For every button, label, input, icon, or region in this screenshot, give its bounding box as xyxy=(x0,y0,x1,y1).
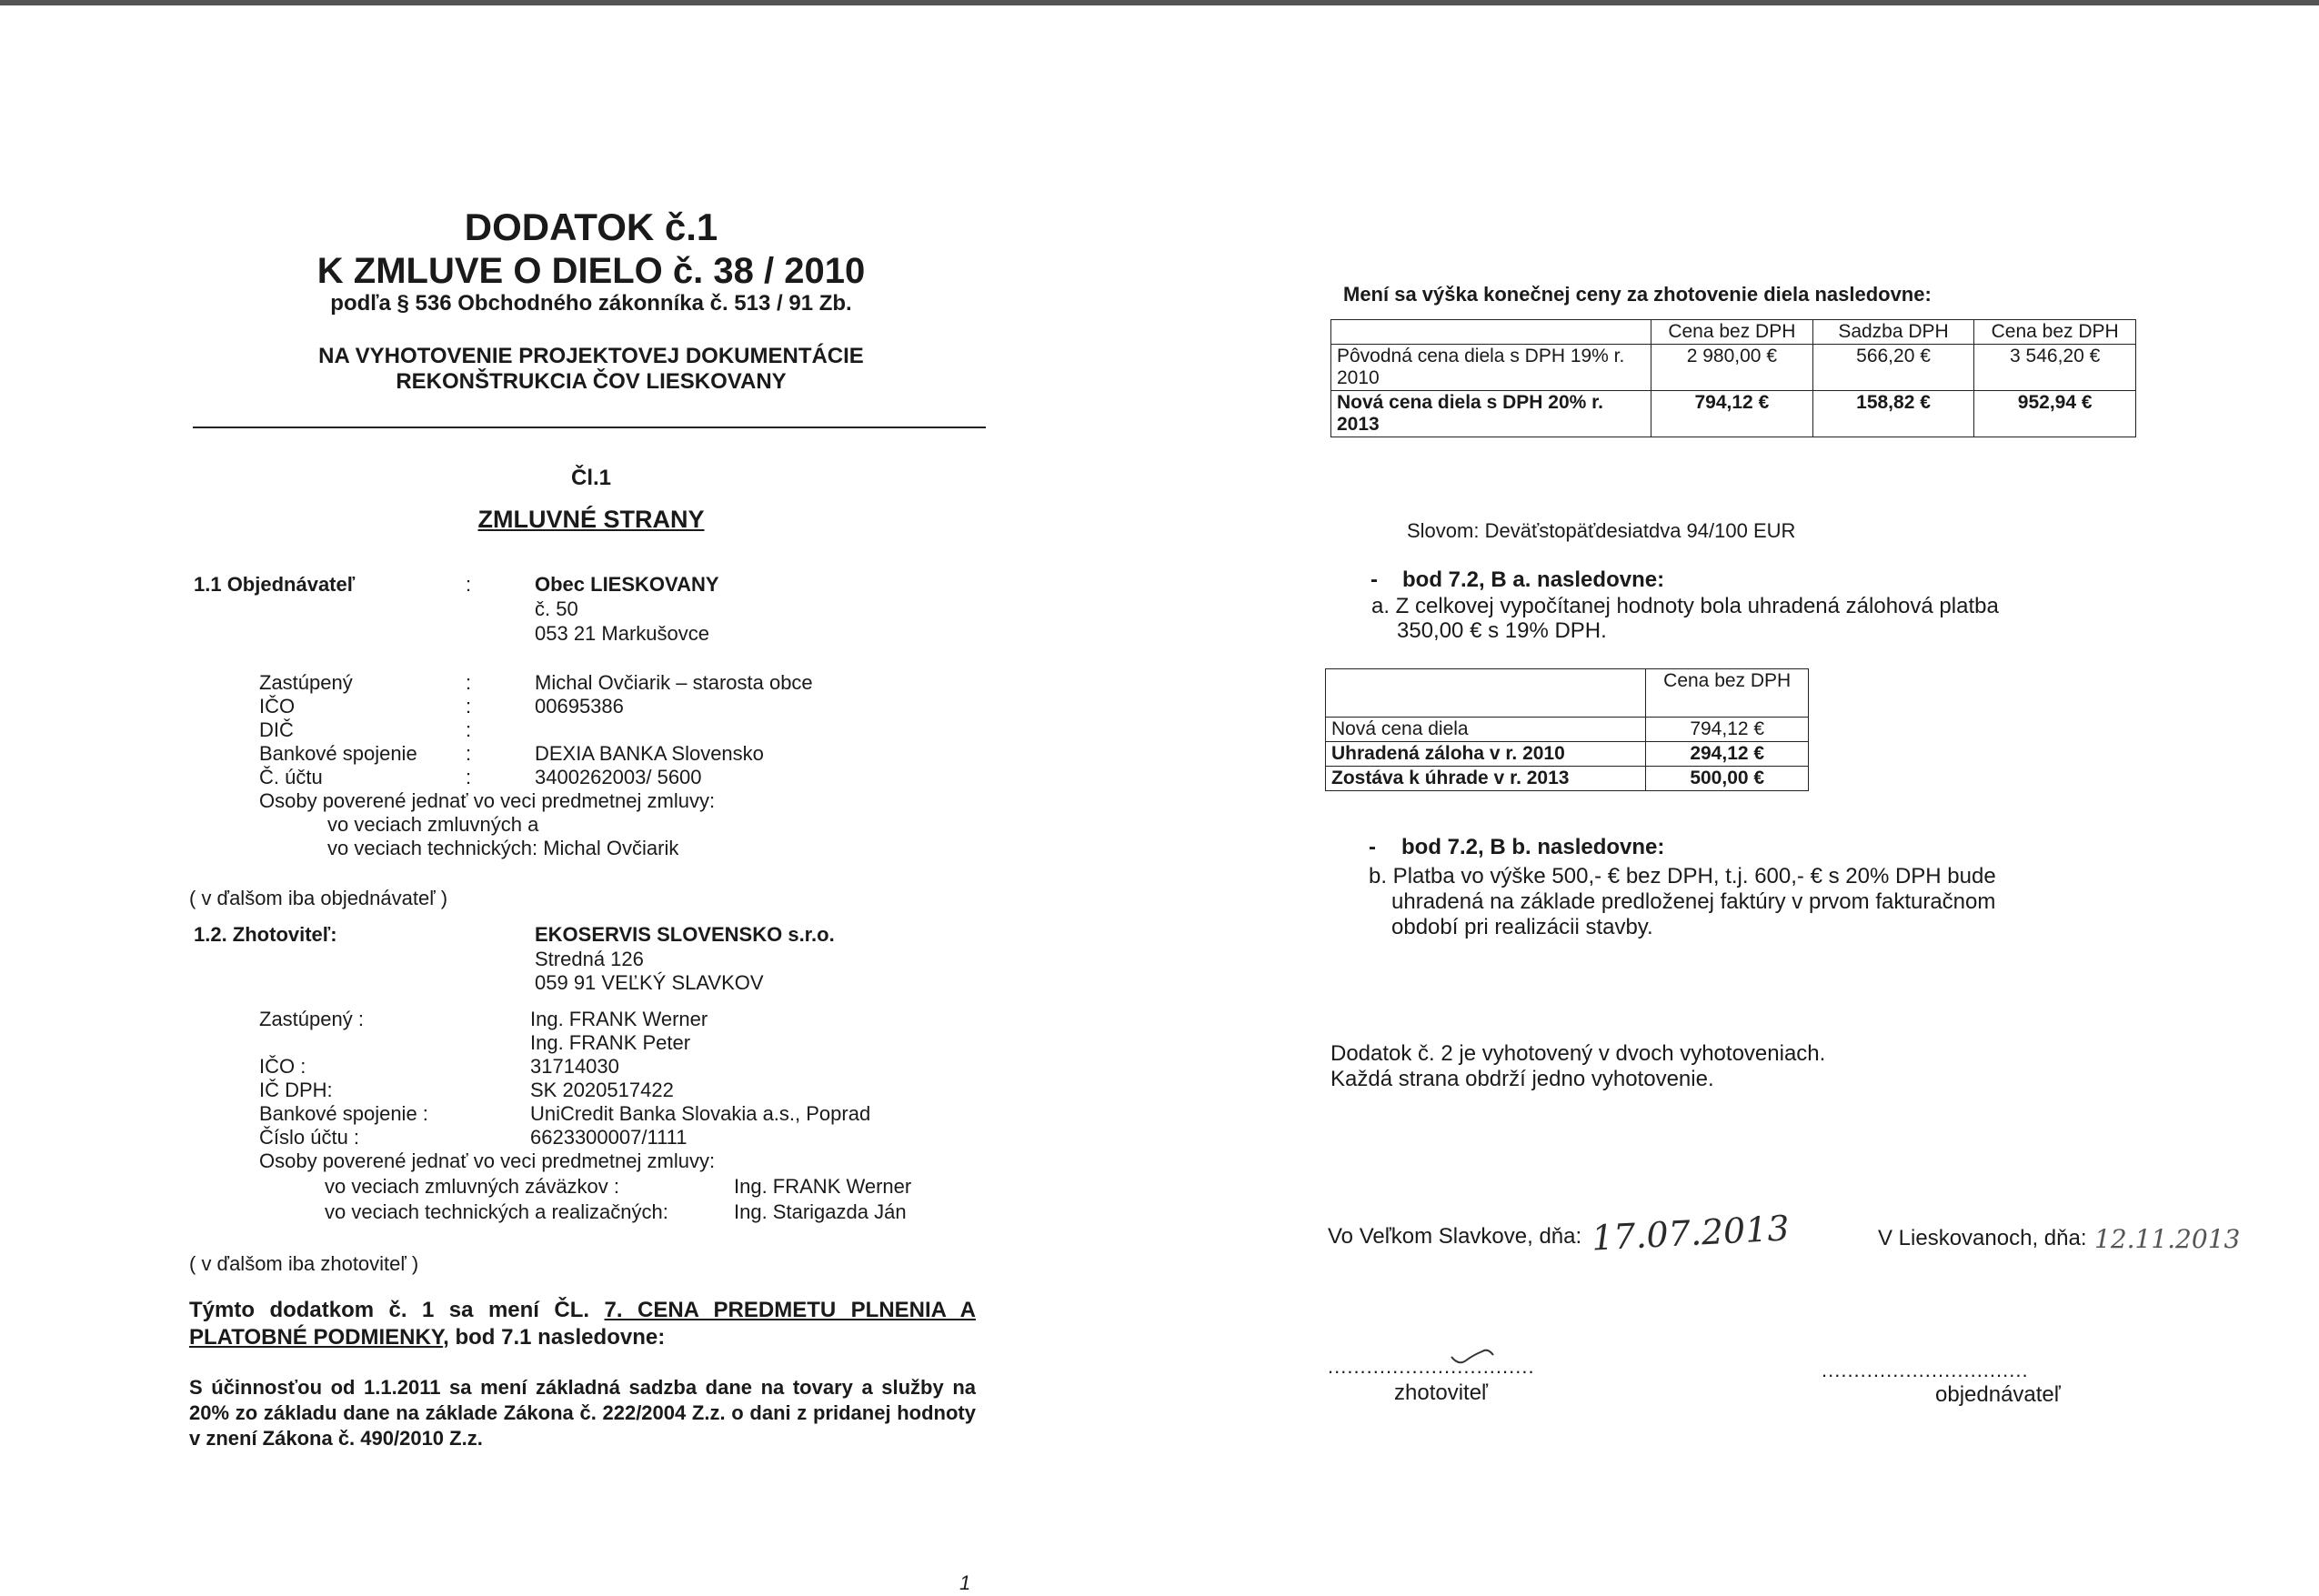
vat-paragraph: S účinnosťou od 1.1.2011 sa mení základná sadzba dane na tovary a služby na 20% zo základu dane na základe Zákona č. 222/2004 Z.z. o dani z pridanej hodnoty v znení Zákona č. 490/2010 Z.z. xyxy=(189,1376,976,1450)
price-table-value: 158,82 € xyxy=(1812,391,1974,437)
price-table-row-label: Pôvodná cena diela s DPH 19% r. 2010 xyxy=(1331,345,1651,391)
client-persons-label: Osoby poverené jednať vo veci predmetnej zmluvy: xyxy=(259,789,716,812)
change-intro-prefix: Týmto dodatkom č. 1 sa mení ČL. xyxy=(189,1298,605,1322)
client-row-label: Zastúpený xyxy=(259,671,353,694)
advance-table-value: 794,12 € xyxy=(1646,718,1809,742)
contractor-row-value: Ing. FRANK Werner xyxy=(530,1008,708,1030)
client-row-label: Č. účtu xyxy=(259,766,323,788)
document-subtitle: K ZMLUVE O DIELO č. 38 / 2010 xyxy=(316,251,866,291)
client-row-label: Bankové spojenie xyxy=(259,742,417,765)
client-row-value: Michal Ovčiarik – starosta obce xyxy=(535,671,813,694)
client-row-value: 3400262003/ 5600 xyxy=(535,766,702,788)
contractor-person-name: Ing. Starigazda Ján xyxy=(734,1200,907,1223)
client-row-label: IČO xyxy=(259,695,296,718)
client-row-colon: : xyxy=(466,671,472,694)
client-persons-line-2: vo veciach technických: Michal Ovčiarik xyxy=(327,837,679,859)
advance-table-label: Nová cena diela xyxy=(1326,718,1646,742)
advance-table-corner xyxy=(1326,669,1646,718)
price-table-row xyxy=(1331,345,2136,391)
bod-b-line-1: b. Platba vo výške 500,- € bez DPH, t.j. 600,- € s 20% DPH bude xyxy=(1369,864,1996,888)
client-row-colon: : xyxy=(466,766,472,788)
bod-a-text-line-1: a. Z celkovej vypočítanej hodnoty bola uhradená zálohová platba xyxy=(1371,594,1999,618)
header-divider xyxy=(193,427,986,428)
contractor-row-label: IČO : xyxy=(259,1055,306,1078)
price-table-header-cell xyxy=(1331,320,1651,345)
price-table-row-label: Nová cena diela s DPH 20% r. 2013 xyxy=(1331,391,1651,437)
advance-table-label: Zostáva k úhrade v r. 2013 xyxy=(1326,767,1646,791)
contractor-name: EKOSERVIS SLOVENSKO s.r.o. xyxy=(535,923,835,946)
copies-line-1: Dodatok č. 2 je vyhotovený v dvoch vyhotoveniach. xyxy=(1330,1041,1826,1066)
page-number: 1 xyxy=(959,1571,971,1594)
client-row-colon: : xyxy=(466,718,472,741)
client-footnote: ( v ďalšom iba objednávateľ ) xyxy=(189,887,448,909)
client-section-label: 1.1 Objednávateľ xyxy=(194,573,356,596)
date-contractor: 17.07.2013 xyxy=(1590,1208,1791,1259)
client-row-label: DIČ xyxy=(259,718,294,741)
contractor-person-name: Ing. FRANK Werner xyxy=(734,1175,912,1198)
contractor-section-label: 1.2. Zhotoviteľ: xyxy=(194,923,337,946)
price-table-row xyxy=(1331,391,2136,437)
advance-table-row xyxy=(1326,742,1809,767)
place-contractor: Vo Veľkom Slavkove, dňa: xyxy=(1328,1224,1582,1249)
advance-table-row xyxy=(1326,767,1809,791)
signature-label-client: objednávateľ xyxy=(1935,1382,2061,1407)
contractor-row-value: Ing. FRANK Peter xyxy=(530,1031,691,1054)
signature-label-contractor: zhotoviteľ xyxy=(1394,1380,1489,1405)
signature-mark xyxy=(1446,1344,1519,1371)
price-table-header-cell: Sadzba DPH xyxy=(1812,320,1974,345)
purpose-line-1: NA VYHOTOVENIE PROJEKTOVEJ DOKUMENTÁCIE xyxy=(318,344,864,368)
advance-table-header: Cena bez DPH xyxy=(1646,669,1809,718)
contractor-address-2: 059 91 VEĽKÝ SLAVKOV xyxy=(535,971,764,994)
document-title: DODATOK č.1 xyxy=(464,206,718,248)
price-table-value: 952,94 € xyxy=(1974,391,2136,437)
change-intro-article: 7. CENA PREDMETU PLNENIA A PLATOBNÉ PODMIENKY xyxy=(189,1298,977,1350)
client-address-2: 053 21 Markušovce xyxy=(535,622,709,645)
contractor-persons-label: Osoby poverené jednať vo veci predmetnej zmluvy: xyxy=(259,1149,716,1172)
contractor-row-value: SK 2020517422 xyxy=(530,1079,674,1101)
advance-table-value: 500,00 € xyxy=(1646,767,1809,791)
contractor-row-value: UniCredit Banka Slovakia a.s., Poprad xyxy=(530,1102,871,1125)
purpose-line-2: REKONŠTRUKCIA ČOV LIESKOVANY xyxy=(396,369,787,394)
advance-table-header-row xyxy=(1326,669,1809,718)
price-table-value: 2 980,00 € xyxy=(1651,345,1813,391)
signature-dots-contractor: ................................ xyxy=(1328,1355,1535,1378)
contractor-row-label: Číslo účtu : xyxy=(259,1126,360,1149)
client-row-value: 00695386 xyxy=(535,695,624,718)
contractor-footnote: ( v ďalšom iba zhotoviteľ ) xyxy=(189,1252,419,1275)
bod-a-heading: bod 7.2, B a. nasledovne: xyxy=(1402,567,1665,592)
price-table-header-row xyxy=(1331,320,2136,345)
contractor-person-scope: vo veciach technických a realizačných: xyxy=(325,1200,668,1223)
contractor-row-label: Zastúpený : xyxy=(259,1008,364,1030)
contractor-row-label: Bankové spojenie : xyxy=(259,1102,428,1125)
client-colon: : xyxy=(466,573,472,596)
contractor-row-value: 6623300007/1111 xyxy=(530,1126,688,1149)
advance-table-row xyxy=(1326,718,1809,742)
price-table-value: 3 546,20 € xyxy=(1974,345,2136,391)
article-number: Čl.1 xyxy=(570,466,611,490)
advance-table-label: Uhradená záloha v r. 2010 xyxy=(1326,742,1646,767)
scan-top-edge xyxy=(0,0,2319,5)
price-table-header-cell: Cena bez DPH xyxy=(1651,320,1813,345)
bod-b-heading: bod 7.2, B b. nasledovne: xyxy=(1401,835,1665,859)
signature-dots-client: ................................ xyxy=(1822,1359,2029,1381)
place-client: V Lieskovanoch, dňa: xyxy=(1878,1226,2087,1250)
contractor-address-1: Stredná 126 xyxy=(535,948,644,970)
client-name: Obec LIESKOVANY xyxy=(535,573,719,596)
article-title: ZMLUVNÉ STRANY xyxy=(477,506,705,533)
bod-b-line-2: uhradená na základe predloženej faktúry v prvom fakturačnom xyxy=(1391,889,1996,914)
law-reference: podľa § 536 Obchodného zákonníka č. 513 / 91 Zb. xyxy=(330,291,852,316)
client-row-colon: : xyxy=(466,742,472,765)
price-heading: Mení sa výška konečnej ceny za zhotovenie diela nasledovne: xyxy=(1343,283,1932,306)
client-row-value: DEXIA BANKA Slovensko xyxy=(535,742,764,765)
client-persons-line-1: vo veciach zmluvných a xyxy=(327,813,539,836)
price-table-header-cell: Cena bez DPH xyxy=(1974,320,2136,345)
contractor-person-scope: vo veciach zmluvných záväzkov : xyxy=(325,1175,620,1198)
price-table-value: 794,12 € xyxy=(1651,391,1813,437)
bod-b-line-3: období pri realizácii stavby. xyxy=(1391,915,1653,939)
bod-a-text-line-2: 350,00 € s 19% DPH. xyxy=(1397,618,1607,643)
client-address-1: č. 50 xyxy=(535,597,578,620)
client-row-colon: : xyxy=(466,695,472,718)
advance-table-value: 294,12 € xyxy=(1646,742,1809,767)
date-client: 12.11.2013 xyxy=(2094,1224,2241,1254)
price-table-value: 566,20 € xyxy=(1812,345,1974,391)
bod-b-bullet: - xyxy=(1369,835,1376,859)
change-intro-suffix: , bod 7.1 nasledovne: xyxy=(443,1325,666,1350)
contractor-row-value: 31714030 xyxy=(530,1055,619,1078)
bod-a-bullet: - xyxy=(1370,567,1378,592)
price-table xyxy=(1330,319,2136,437)
contractor-row-label: IČ DPH: xyxy=(259,1079,333,1101)
advance-table xyxy=(1325,668,1809,791)
price-in-words: Slovom: Deväťstopäťdesiatdva 94/100 EUR xyxy=(1407,519,1796,542)
copies-line-2: Každá strana obdrží jedno vyhotovenie. xyxy=(1330,1067,1714,1091)
change-intro xyxy=(189,1297,976,1351)
